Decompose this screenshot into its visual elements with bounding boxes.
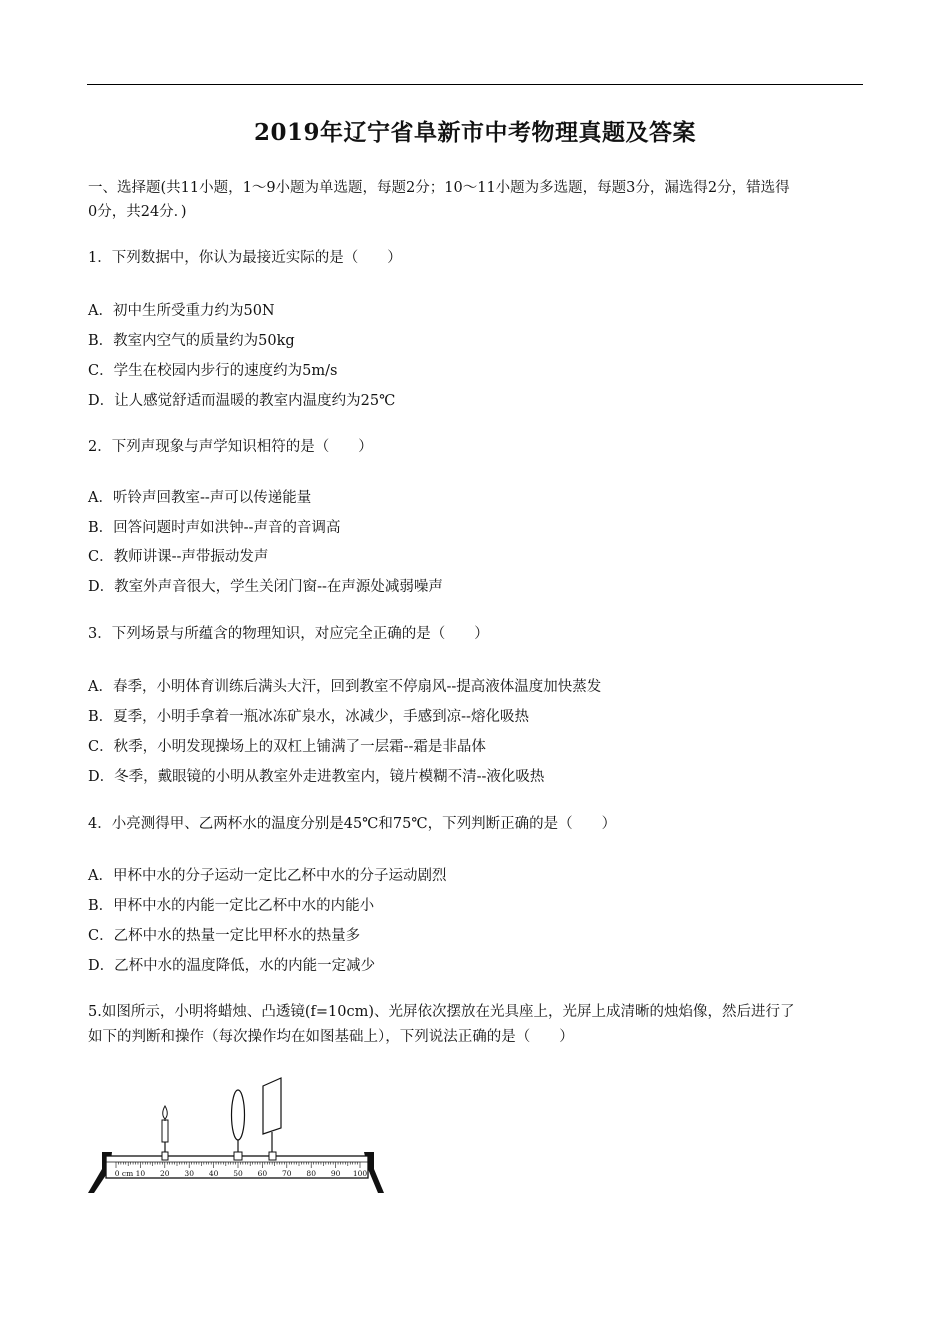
option-c: C．秋季，小明发现操场上的双杠上铺满了一层霜--霜是非晶体 [88,739,486,755]
header-rule [87,84,863,85]
option-a: A．初中生所受重力约为50N [88,303,275,319]
ruler-label: 50 [233,1169,243,1178]
question-1-options [88,296,868,416]
candle-flame [163,1106,168,1119]
question-2 [88,435,868,459]
question-stem-line-2: 如下的判断和操作（每次操作均在如图基础上），下列说法正确的是（ ） [88,1029,574,1045]
section-header [88,176,868,224]
option-b: B．夏季，小明手拿着一瓶冰冻矿泉水，冰减少，手感到凉--熔化吸热 [88,709,529,725]
question-stem: 1．下列数据中，你认为最接近实际的是（ ） [88,250,402,266]
convex-lens [232,1090,245,1140]
question-stem-line-1: 5.如图所示，小明将蜡烛、凸透镜(f=10cm)、光屏依次摆放在光具座上，光屏上成清晰的烛焰像，然后进行了 [88,1004,795,1020]
option-d: D．让人感觉舒适而温暖的教室内温度约为25℃ [88,393,396,409]
question-2-options [88,484,868,602]
ruler-label: 100 [352,1169,368,1178]
light-screen [263,1078,281,1134]
option-a: A．春季，小明体育训练后满头大汗，回到教室不停扇风--提高液体温度加快蒸发 [88,679,602,695]
screen-holder [269,1152,276,1160]
option-d: D．冬季，戴眼镜的小明从教室外走进教室内，镜片模糊不清--液化吸热 [88,769,545,785]
option-a: A．甲杯中水的分子运动一定比乙杯中水的分子运动剧烈 [88,868,447,884]
option-b: B．教室内空气的质量约为50kg [88,333,295,349]
ruler-label: 20 [160,1169,170,1178]
option-c: C．乙杯中水的热量一定比甲杯水的热量多 [88,928,361,944]
ruler-label: 10 [135,1169,146,1178]
option-a: A．听铃声回教室--声可以传递能量 [88,490,312,506]
candle-holder [162,1152,168,1160]
candle [162,1120,168,1142]
ruler-label: 0 cm [114,1169,134,1178]
question-3-options [88,672,868,792]
option-c: C．学生在校园内步行的速度约为5m/s [88,363,338,379]
option-b: B．甲杯中水的内能一定比乙杯中水的内能小 [88,898,375,914]
ruler-label: 80 [306,1169,316,1178]
lens-holder [234,1152,242,1160]
option-d: D．教室外声音很大，学生关闭门窗--在声源处减弱噪声 [88,578,443,595]
optical-bench-figure [88,1072,388,1197]
option-b: B．回答问题时声如洪钟--声音的音调高 [88,519,341,536]
option-c: C．教师讲课--声带振动发声 [88,549,269,565]
question-5 [88,1000,868,1050]
question-1 [88,246,868,270]
section-line-1: 一、选择题(共11小题，1～9小题为单选题，每题2分；10～11小题为多选题，每题3分，漏选得2分，错选得 [88,180,790,196]
ruler-label: 70 [282,1169,292,1178]
question-stem: 3．下列场景与所蕴含的物理知识，对应完全正确的是（ ） [88,626,489,642]
option-d: D．乙杯中水的温度降低，水的内能一定减少 [88,958,376,974]
section-line-2: 0分，共24分．) [88,204,187,220]
question-4-options [88,861,868,981]
ruler-label: 40 [208,1169,219,1178]
question-3 [88,622,868,646]
ruler-label: 60 [257,1169,268,1178]
ruler-label: 30 [184,1169,194,1178]
ruler-label: 90 [330,1169,341,1178]
optical-bench-svg [88,1072,388,1197]
question-stem: 4．小亮测得甲、乙两杯水的温度分别是45℃和75℃，下列判断正确的是（ ） [88,816,617,832]
question-stem: 2．下列声现象与声学知识相符的是（ ） [88,439,373,455]
page-title: 2019年辽宁省阜新市中考物理真题及答案 [253,119,696,146]
question-4 [88,812,868,836]
